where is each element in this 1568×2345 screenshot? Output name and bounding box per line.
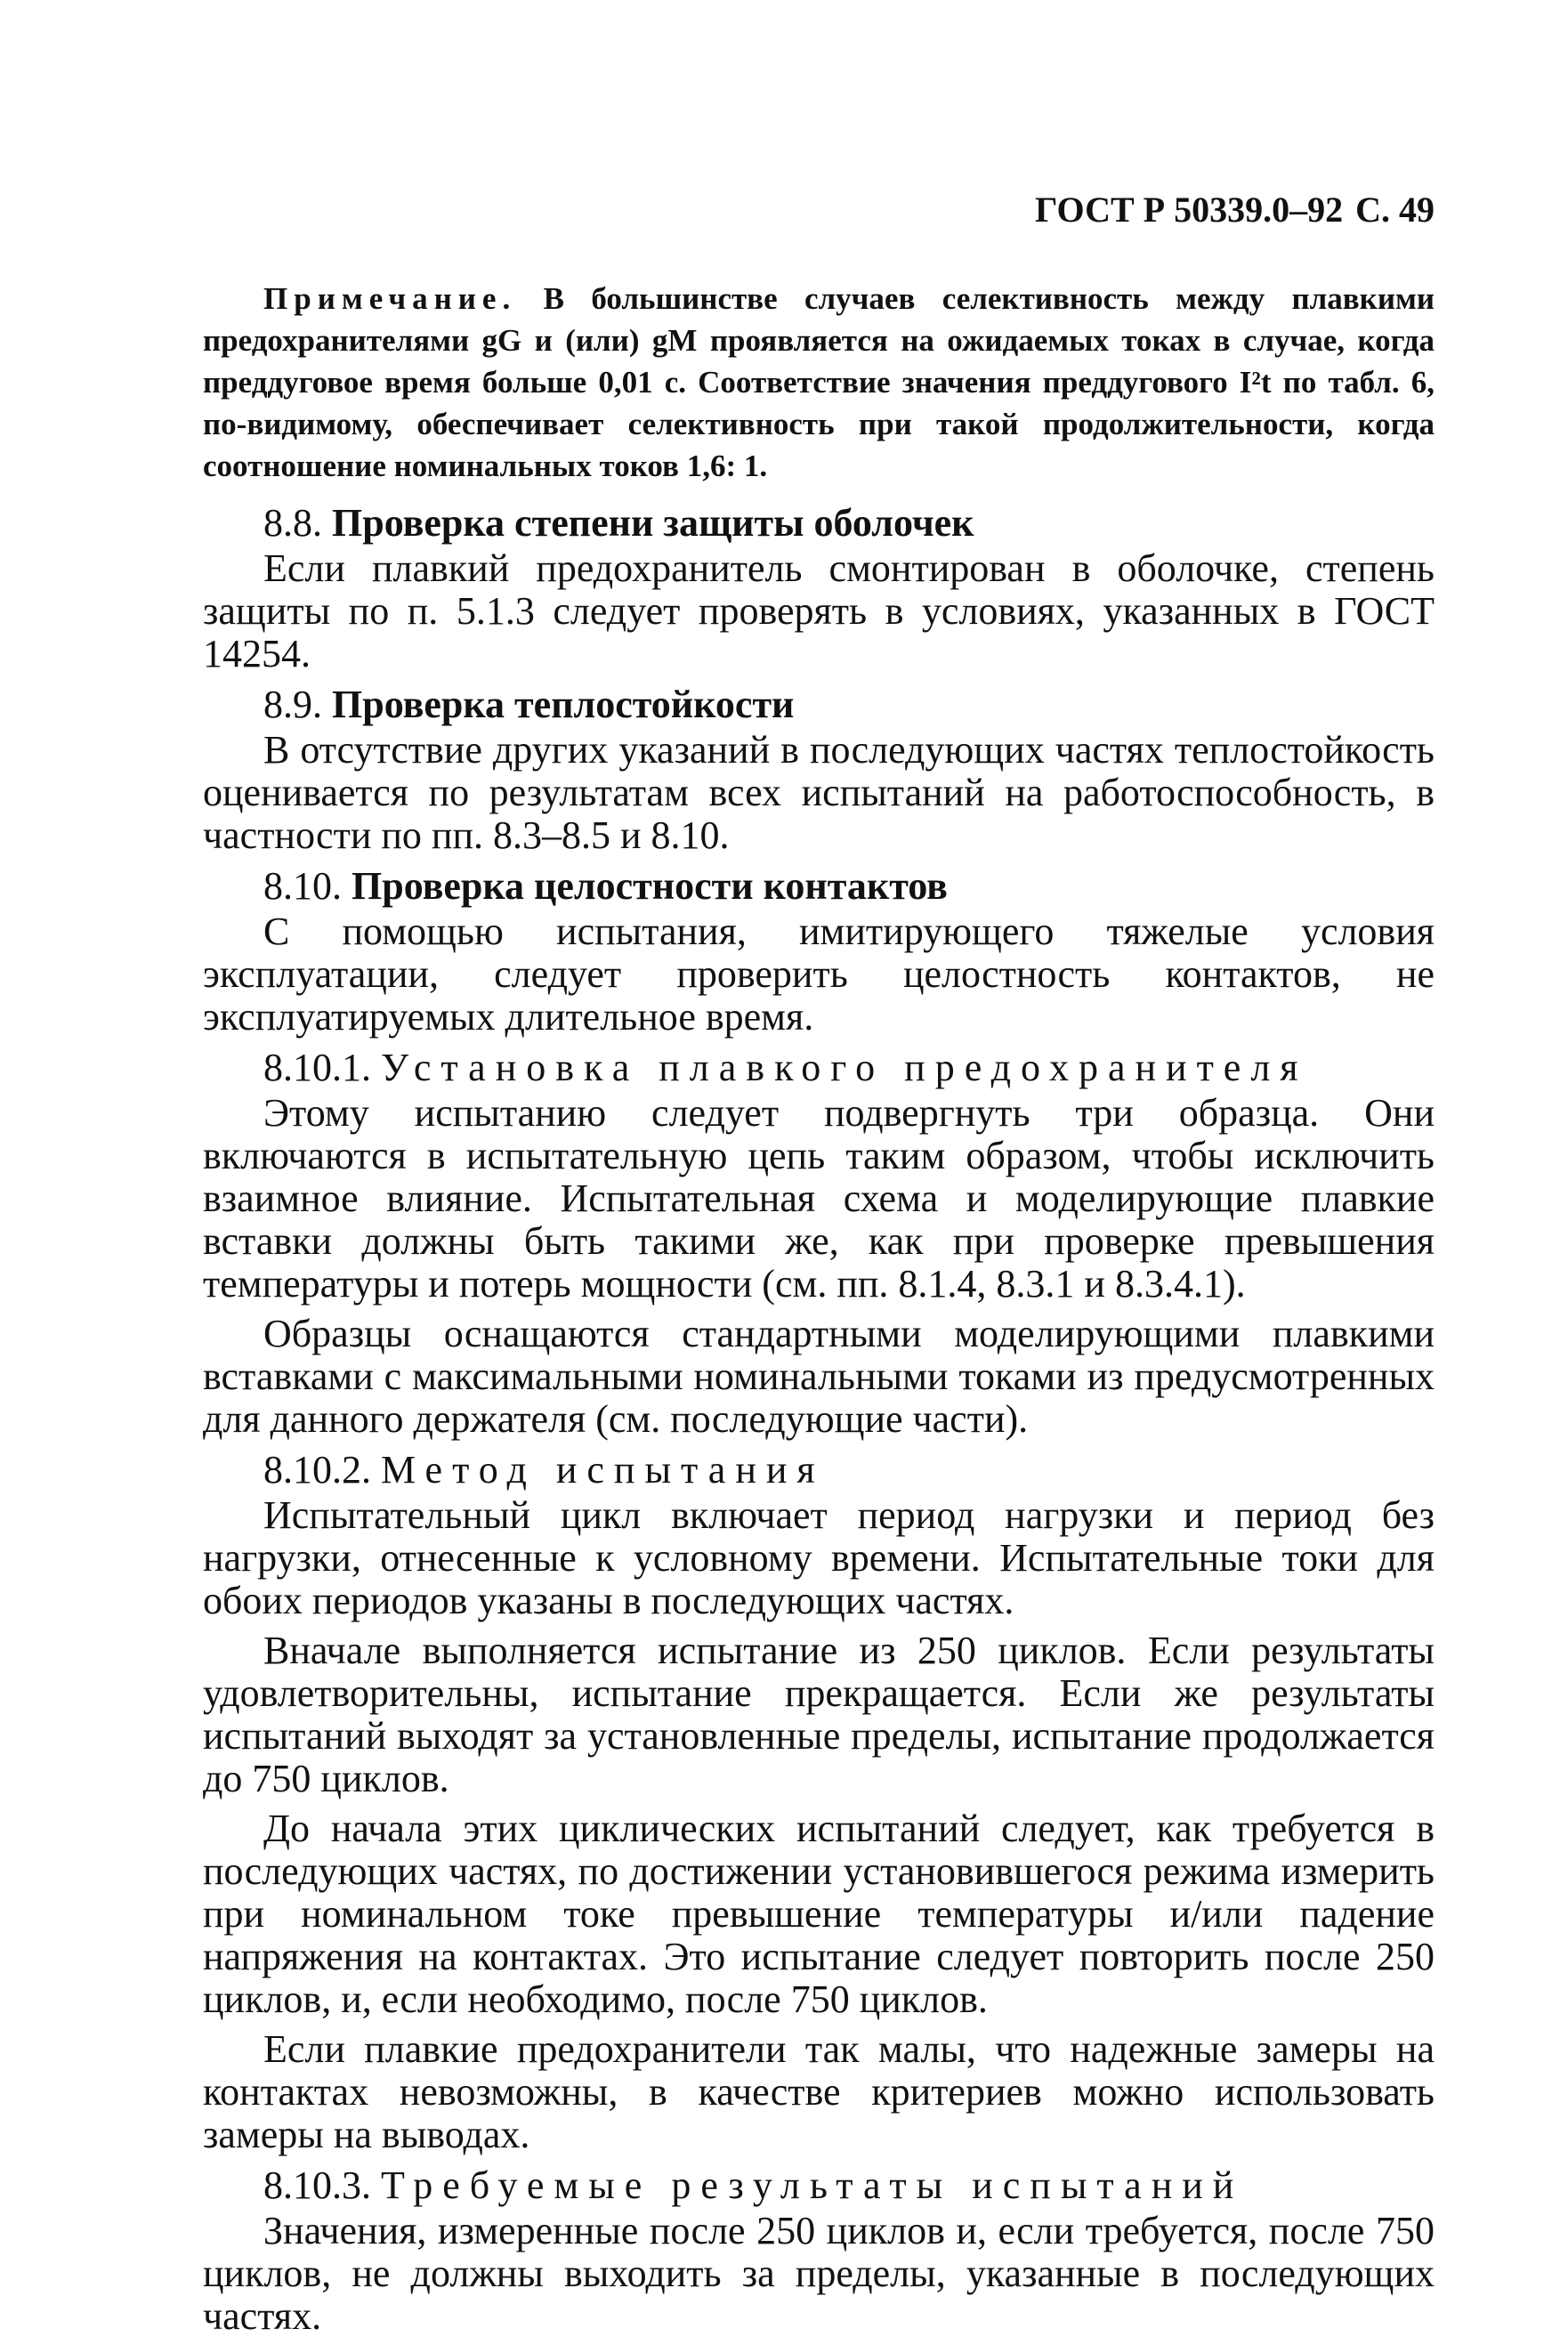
section-title: Проверка целостности контактов xyxy=(352,864,948,908)
page-header xyxy=(1035,189,1435,230)
section-title: Требуемые результаты испытаний xyxy=(381,2163,1244,2207)
section-8-10-3-heading xyxy=(203,2163,1435,2208)
section-title: Проверка степени защиты оболочек xyxy=(332,501,974,545)
standard-number: ГОСТ Р 50339.0–92 xyxy=(1035,190,1344,230)
section-8-8-paragraph: Если плавкий предохранитель смонтирован в оболочке, степень защиты по п. 5.1.3 следует проверять в условиях, указанных в ГОСТ 14254. xyxy=(203,546,1435,675)
section-8-10-1-heading xyxy=(203,1046,1435,1090)
section-number: 8.10.2. xyxy=(263,1448,371,1492)
section-8-10-3-paragraph: Значения, измеренные после 250 циклов и, если требуется, после 750 циклов, не должны выходить за пределы, указанные в последующих частях. xyxy=(203,2209,1435,2338)
section-8-10-2-paragraph-1: Испытательный цикл включает период нагрузки и период без нагрузки, отнесенные к условному времени. Испытательные токи для обоих периодов указаны в последующих частях. xyxy=(203,1493,1435,1622)
page-content xyxy=(203,278,1435,2345)
section-title: Проверка теплостойкости xyxy=(332,683,795,726)
section-8-10-1-paragraph-1: Этому испытанию следует подвергнуть три образца. Они включаются в испытательную цепь таким образом, чтобы исключить взаимное влияние. Испытательная схема и моделирующие плавкие вставки должны быть такими же, как при проверке превышения температуры и потерь мощности (см. пп. 8.1.4, 8.3.1 и 8.3.4.1). xyxy=(203,1091,1435,1306)
section-number: 8.10.3. xyxy=(263,2163,371,2207)
section-8-10-1-paragraph-2: Образцы оснащаются стандартными моделирующими плавкими вставками с максимальными номинальными токами из предусмотренных для данного держателя (см. последующие части). xyxy=(203,1312,1435,1441)
section-number: 8.10.1. xyxy=(263,1046,371,1089)
section-8-10-2-paragraph-2: Вначале выполняется испытание из 250 циклов. Если результаты удовлетворительны, испытание прекращается. Если же результаты испытаний выходят за установленные пределы, испытание продолжается до 750 циклов. xyxy=(203,1629,1435,1800)
section-title: Установка плавкого предохранителя xyxy=(381,1046,1308,1089)
section-number: 8.10. xyxy=(263,864,342,908)
section-title: Метод испытания xyxy=(381,1448,825,1492)
section-number: 8.9. xyxy=(263,683,322,726)
page-number: С. 49 xyxy=(1355,190,1435,230)
section-8-9-paragraph: В отсутствие других указаний в последующих частях теплостойкость оценивается по результатам всех испытаний на работоспособность, в частности по пп. 8.3–8.5 и 8.10. xyxy=(203,728,1435,857)
section-8-10-2-paragraph-4: Если плавкие предохранители так малы, что надежные замеры на контактах невозможны, в качестве критериев можно использовать замеры на выводах. xyxy=(203,2027,1435,2156)
section-8-10-paragraph: С помощью испытания, имитирующего тяжелые условия эксплуатации, следует проверить целостность контактов, не эксплуатируемых длительное время. xyxy=(203,910,1435,1039)
section-8-10-2-paragraph-3: До начала этих циклических испытаний следует, как требуется в последующих частях, по достижении установившегося режима измерить при номинальном токе превышение температуры и/или падение напряжения на контактах. Это испытание следует повторить после 250 циклов, и, если необходимо, после 750 циклов. xyxy=(203,1807,1435,2021)
section-8-10-heading xyxy=(203,864,1435,909)
note-paragraph xyxy=(203,278,1435,487)
section-8-9-heading xyxy=(203,683,1435,727)
section-number: 8.8. xyxy=(263,501,322,545)
note-lead: Примечание. xyxy=(263,281,517,316)
section-8-10-2-heading xyxy=(203,1448,1435,1492)
note-text: В большинстве случаев селективность между плавкими предохранителями gG и (или) gM проявляется на ожидаемых токах в случае, когда преддуговое время больше 0,01 с. Соответствие значения преддугового I²t по табл. 6, по-видимому, обеспечивает селективность при такой продолжительности, когда соотношение номинальных токов 1,6: 1. xyxy=(203,281,1435,483)
section-8-8-heading xyxy=(203,501,1435,546)
